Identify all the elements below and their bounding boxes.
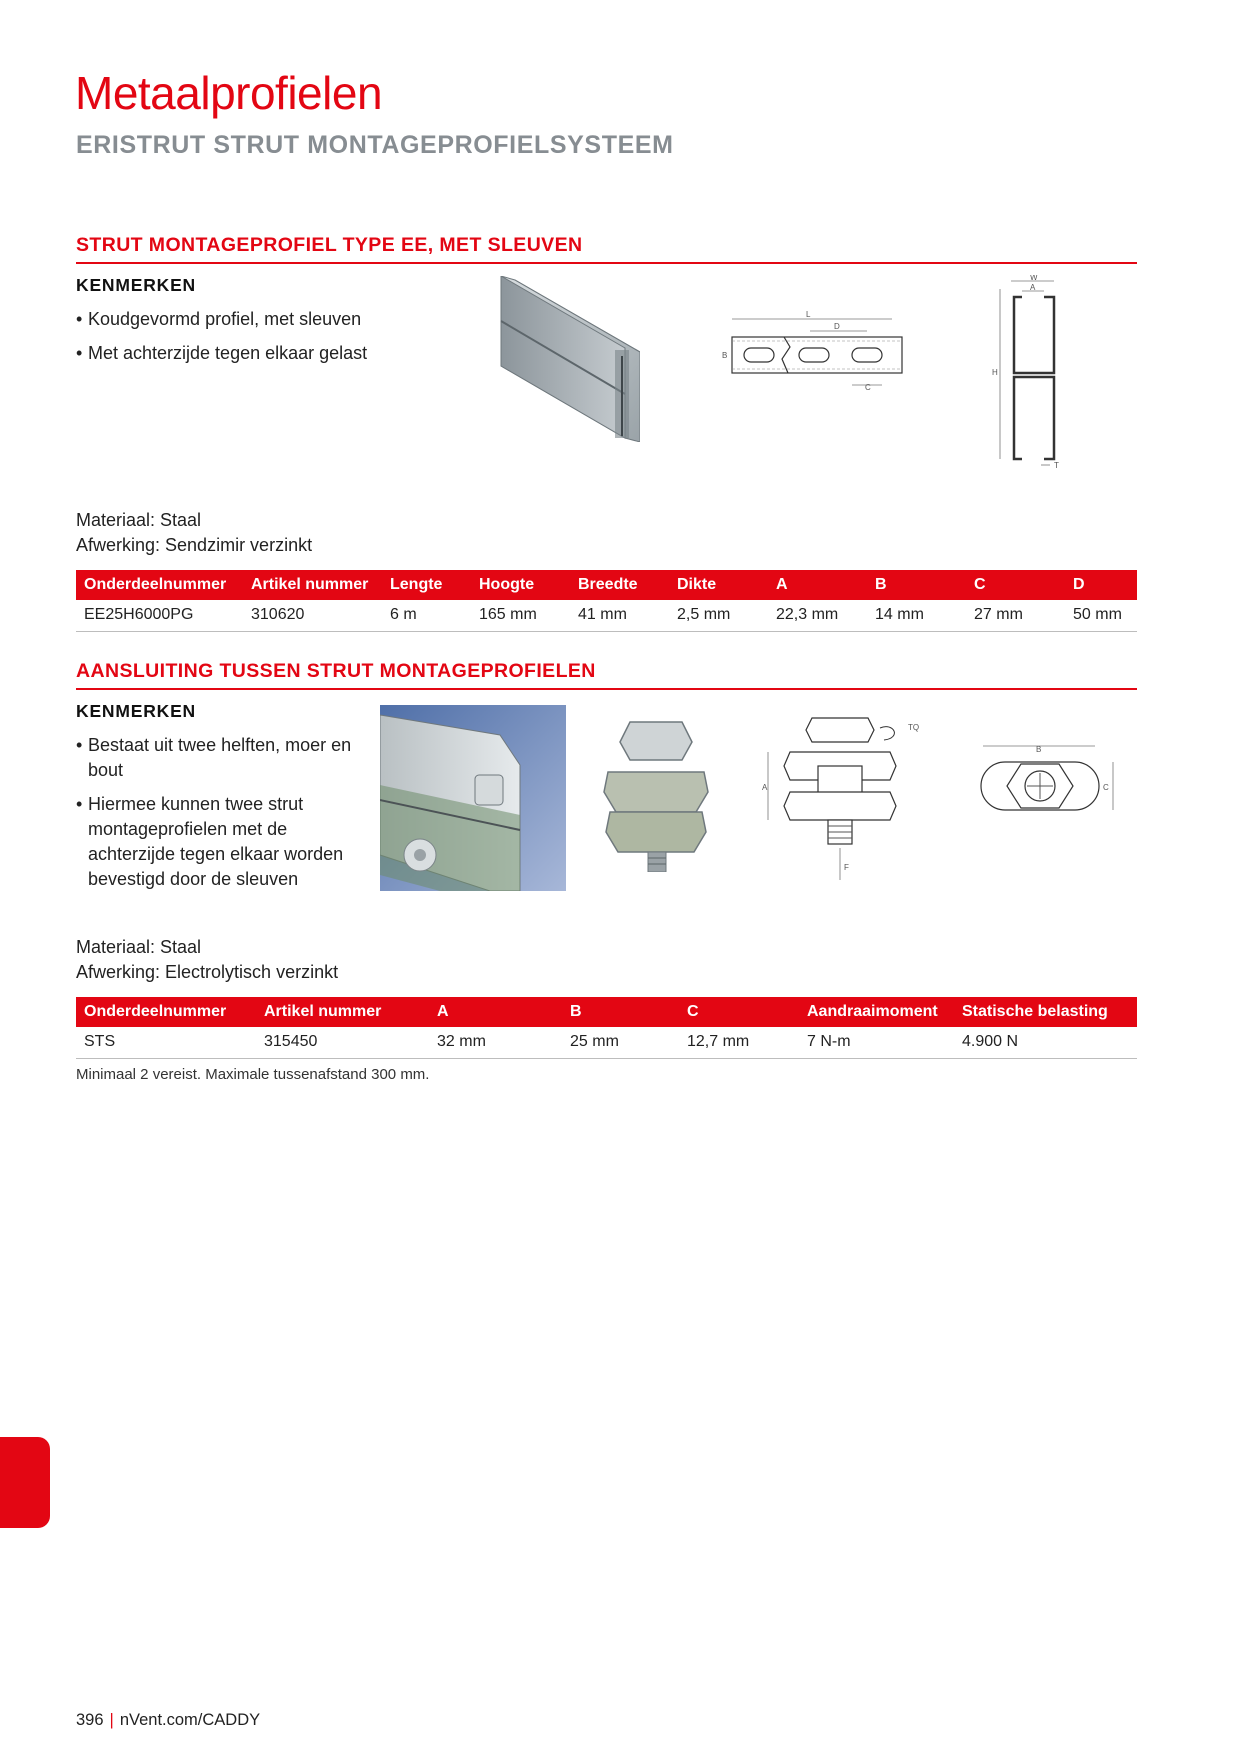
dim-label-b2: B: [1036, 745, 1042, 754]
table-cell: 4.900 N: [954, 1027, 1137, 1058]
dim-label-b: B: [722, 351, 728, 360]
column-header: Breedte: [570, 570, 669, 600]
column-header: Dikte: [669, 570, 768, 600]
column-header: B: [867, 570, 966, 600]
column-header: Hoogte: [471, 570, 570, 600]
page-number: 396: [76, 1711, 104, 1729]
finish-line: Afwerking: Sendzimir verzinkt: [76, 535, 313, 555]
column-header: C: [966, 570, 1065, 600]
connector-side-drawing: [762, 708, 928, 888]
column-header: A: [768, 570, 867, 600]
dim-label-d: D: [834, 322, 840, 331]
kenmerken-label: KENMERKEN: [76, 701, 196, 721]
footnote: Minimaal 2 vereist. Maximale tussenafstand 300 mm.: [76, 1066, 430, 1083]
table-cell: 165 mm: [471, 600, 570, 631]
table-row: [76, 600, 1137, 631]
connector-top-drawing: [975, 740, 1120, 830]
side-tab-marker: [0, 1437, 50, 1528]
column-header: Onderdeelnummer: [76, 997, 256, 1027]
dim-label-f: F: [844, 863, 849, 872]
table-cell: 12,7 mm: [679, 1027, 799, 1058]
feature-item: • Met achterzijde tegen elkaar gelast: [76, 341, 416, 366]
column-header: Statische belasting: [954, 997, 1137, 1027]
cross-section-drawing: [988, 275, 1064, 471]
kenmerken-label: KENMERKEN: [76, 275, 196, 295]
dim-label-tq: TQ: [908, 723, 920, 732]
dim-label-w: W: [1030, 275, 1038, 282]
feature-item: • Hiermee kunnen twee strut montageprofielen met de achterzijde tegen elkaar worden bevestigd door de sleuven: [76, 792, 376, 892]
dim-label-a2: A: [762, 783, 768, 792]
features-list: [76, 307, 416, 375]
table-header-row: [76, 997, 1137, 1027]
table-cell: 25 mm: [562, 1027, 679, 1058]
finish-line: Afwerking: Electrolytisch verzinkt: [76, 962, 339, 982]
connector-part-photo: [600, 712, 712, 872]
table-cell: 310620: [243, 600, 382, 631]
dim-label-c: C: [865, 383, 871, 392]
footer-separator: |: [109, 1711, 114, 1729]
dim-label-h: H: [992, 368, 998, 377]
section-heading-type-ee: STRUT MONTAGEPROFIEL TYPE EE, MET SLEUVEN: [76, 234, 1137, 264]
table-cell: 315450: [256, 1027, 429, 1058]
slot-dimension-drawing: [722, 307, 906, 397]
column-header: D: [1065, 570, 1137, 600]
column-header: A: [429, 997, 562, 1027]
table-cell: 2,5 mm: [669, 600, 768, 631]
table-row: [76, 1027, 1137, 1058]
column-header: B: [562, 997, 679, 1027]
table-cell: 27 mm: [966, 600, 1065, 631]
connector-installed-photo: [380, 705, 566, 891]
column-header: Aandraaimoment: [799, 997, 954, 1027]
column-header: Lengte: [382, 570, 471, 600]
page-subtitle: ERISTRUT STRUT MONTAGEPROFIELSYSTEEM: [76, 131, 674, 159]
table-cell: 6 m: [382, 600, 471, 631]
section-heading-aansluiting: AANSLUITING TUSSEN STRUT MONTAGEPROFIELEN: [76, 660, 1137, 690]
table-cell: 32 mm: [429, 1027, 562, 1058]
page-title: Metaalprofielen: [75, 67, 383, 119]
table-header-row: [76, 570, 1137, 600]
column-header: Onderdeelnummer: [76, 570, 243, 600]
column-header: Artikel nummer: [256, 997, 429, 1027]
table-cell: 41 mm: [570, 600, 669, 631]
column-header: C: [679, 997, 799, 1027]
table-cell: 7 N-m: [799, 1027, 954, 1058]
dim-label-a: A: [1030, 283, 1036, 292]
dim-label-l: L: [806, 310, 811, 319]
material-line: Materiaal: Staal: [76, 510, 202, 530]
table-cell: 22,3 mm: [768, 600, 867, 631]
page-footer: [76, 1711, 260, 1730]
table-cell: 50 mm: [1065, 600, 1137, 631]
dim-label-c2: C: [1103, 783, 1109, 792]
feature-item: • Koudgevormd profiel, met sleuven: [76, 307, 416, 332]
column-header: Artikel nummer: [243, 570, 382, 600]
dim-label-t: T: [1054, 461, 1059, 470]
table-cell: STS: [76, 1027, 256, 1058]
table-cell: EE25H6000PG: [76, 600, 243, 631]
strut-profile-photo: [495, 276, 640, 442]
feature-item: • Bestaat uit twee helften, moer en bout: [76, 733, 376, 783]
table-cell: 14 mm: [867, 600, 966, 631]
material-line: Materiaal: Staal: [76, 937, 202, 957]
spec-table-sts: [76, 997, 1137, 1059]
features-list: [76, 733, 376, 901]
spec-table-type-ee: [76, 570, 1137, 632]
footer-link[interactable]: nVent.com/CADDY: [119, 1711, 261, 1729]
